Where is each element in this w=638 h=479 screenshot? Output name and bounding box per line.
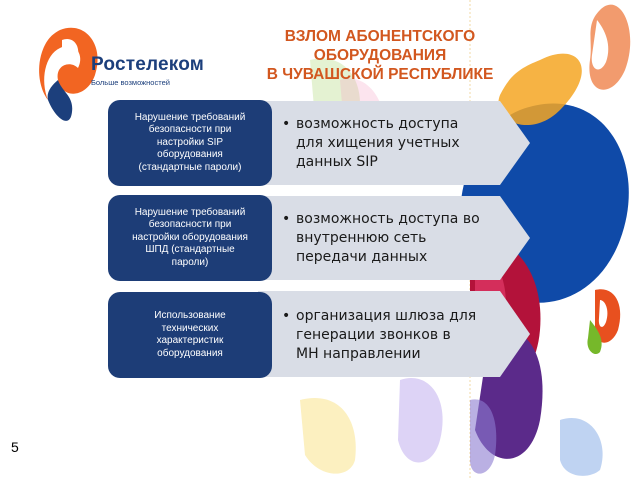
consequence-line: внутреннюю сеть xyxy=(296,229,427,246)
cause-line: настройки SIP xyxy=(156,136,224,148)
slide-title xyxy=(230,27,530,84)
consequence-line: организация шлюза для xyxy=(296,307,477,324)
cause-line: пароли) xyxy=(171,256,209,268)
cause-line: оборудования xyxy=(157,149,223,161)
bullet-dot: • xyxy=(282,211,291,227)
consequence-line: генерации звонков в xyxy=(296,326,451,343)
cause-line: безопасности при xyxy=(148,219,232,231)
cause-line: Нарушение требований xyxy=(134,111,246,123)
cause-line: ШПД (стандартные xyxy=(145,244,235,256)
title-line: В ЧУВАШСКОЙ РЕСПУБЛИКЕ xyxy=(266,66,494,83)
logo-tagline: Больше возможностей xyxy=(91,78,170,87)
logo-name: Ростелеком xyxy=(91,54,205,75)
consequence-line: для хищения учетных xyxy=(296,134,460,151)
cause-box xyxy=(108,292,272,378)
bullet-dot: • xyxy=(282,116,291,132)
cause-box xyxy=(108,195,272,281)
consequence-text xyxy=(282,100,512,186)
bullet-dot: • xyxy=(282,308,291,324)
title-line: ВЗЛОМ АБОНЕНТСКОГО xyxy=(284,28,476,45)
consequence-line: возможность доступа xyxy=(296,115,459,132)
title-line: ОБОРУДОВАНИЯ xyxy=(313,47,447,64)
consequence-text xyxy=(282,195,512,281)
consequence-line: МН направлении xyxy=(296,345,421,362)
consequence-text xyxy=(282,292,512,378)
page-number: 5 xyxy=(11,439,19,455)
cause-line: оборудования xyxy=(157,347,223,359)
cause-line: характеристик xyxy=(156,335,224,346)
cause-line: технических xyxy=(161,322,219,334)
consequence-line: передачи данных xyxy=(296,248,428,265)
cause-box xyxy=(108,100,272,186)
cause-line: настройки оборудования xyxy=(132,231,248,243)
cause-line: Нарушение требований xyxy=(134,206,246,218)
cause-line: (стандартные пароли) xyxy=(138,161,242,173)
consequence-line: данных SIP xyxy=(296,153,378,170)
rostelecom-logo-icon xyxy=(39,28,98,121)
consequence-line: возможность доступа во xyxy=(296,210,480,227)
cause-line: безопасности при xyxy=(148,124,232,136)
cause-line: Использование xyxy=(154,310,226,321)
logo xyxy=(91,54,204,87)
